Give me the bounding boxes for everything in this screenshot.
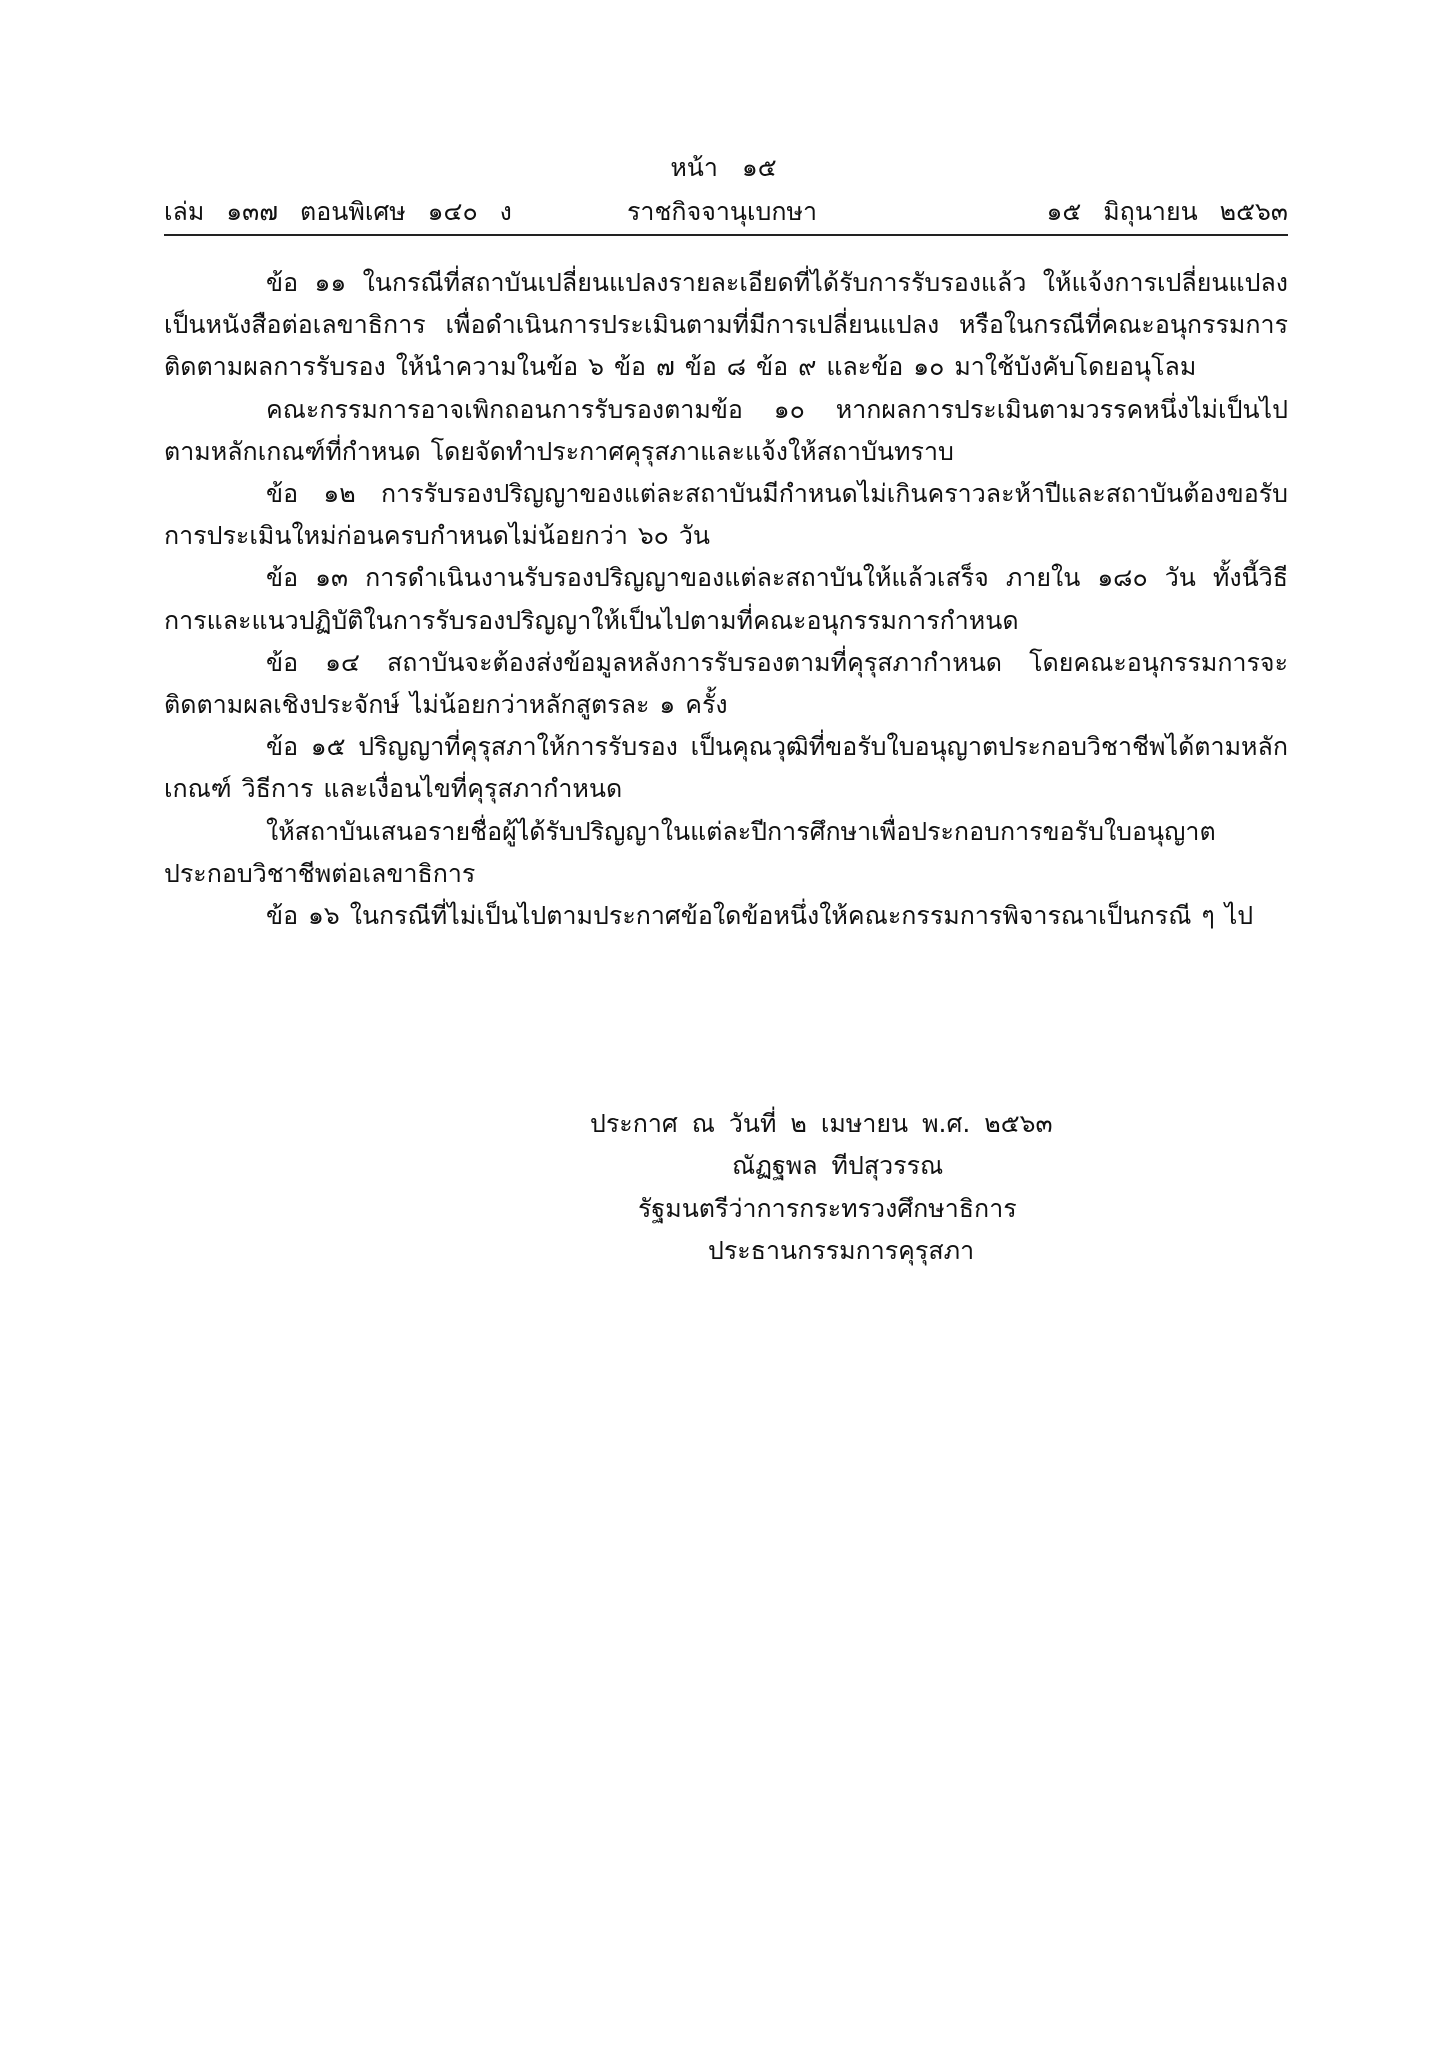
running-header <box>164 192 1288 232</box>
signatory-role: ประธานกรรมการคุรุสภา <box>708 1236 975 1265</box>
clause-14: ข้อ ๑๔ สถาบันจะต้องส่งข้อมูลหลังการรับรองตามที่คุรุสภากำหนด โดยคณะอนุกรรมการจะติดตามผลเชิงประจักษ์ ไม่น้อยกว่าหลักสูตรละ ๑ ครั้ง <box>164 647 1288 720</box>
clause-13: ข้อ ๑๓ การดำเนินงานรับรองปริญญาของแต่ละสถาบันให้แล้วเสร็จ ภายใน ๑๘๐ วัน ทั้งนี้วิธีการและแนวปฏิบัติในการรับรองปริญญาให้เป็นไปตามที่คณะอนุกรรมการกำหนด <box>164 563 1288 635</box>
announcement-date: ประกาศ ณ วันที่ ๒ เมษายน พ.ศ. ๒๕๖๓ <box>590 1109 1053 1138</box>
clause-15: ข้อ ๑๕ ปริญญาที่คุรุสภาให้การรับรอง เป็นคุณวุฒิที่ขอรับใบอนุญาตประกอบวิชาชีพได้ตามหลักเกณฑ์ วิธีการ และเงื่อนไขที่คุรุสภากำหนด <box>164 732 1288 804</box>
header-divider <box>164 234 1288 236</box>
clause-16: ข้อ ๑๖ ในกรณีที่ไม่เป็นไปตามประกาศข้อใดข้อหนึ่งให้คณะกรรมการพิจารณาเป็นกรณี ๆ ไป <box>266 901 1254 931</box>
signatory-title: รัฐมนตรีว่าการกระทรวงศึกษาธิการ <box>638 1194 1017 1223</box>
announcement-body <box>164 262 1288 937</box>
volume-issue: เล่ม ๑๓๗ ตอนพิเศษ ๑๔๐ ง <box>164 197 512 226</box>
clause-11-paragraph-2: คณะกรรมการอาจเพิกถอนการรับรองตามข้อ ๑๐ หากผลการประเมินตามวรรคหนึ่งไม่เป็นไปตามหลักเกณฑ์ที่กำหนด โดยจัดทำประกาศคุรุสภาและแจ้งให้สถาบันทราบ <box>164 394 1288 466</box>
gazette-title: ราชกิจจานุเบกษา <box>627 197 818 226</box>
clause-11: ข้อ ๑๑ ในกรณีที่สถาบันเปลี่ยนแปลงรายละเอียดที่ได้รับการรับรองแล้ว ให้แจ้งการเปลี่ยนแปลงเป็นหนังสือต่อเลขาธิการ เพื่อดำเนินการประเมินตามที่มีการเปลี่ยนแปลง หรือในกรณีที่คณะอนุกรรมการติดตามผลการรับรอง ให้นำความในข้อ ๖ ข้อ ๗ ข้อ ๘ ข้อ ๙ และข้อ ๑๐ มาใช้บังคับโดยอนุโลม <box>164 268 1288 382</box>
publication-date: ๑๕ มิถุนายน ๒๕๖๓ <box>1046 197 1288 226</box>
page-number: หน้า ๑๕ <box>670 153 777 182</box>
clause-15-paragraph-2: ให้สถาบันเสนอรายชื่อผู้ได้รับปริญญาในแต่ละปีการศึกษาเพื่อประกอบการขอรับใบอนุญาตประกอบวิชาชีพต่อเลขาธิการ <box>164 816 1216 888</box>
signatory-name: ณัฏฐพล ทีปสุวรรณ <box>732 1151 944 1180</box>
clause-12: ข้อ ๑๒ การรับรองปริญญาของแต่ละสถาบันมีกำหนดไม่เกินคราวละห้าปีและสถาบันต้องขอรับการประเมินใหม่ก่อนครบกำหนดไม่น้อยกว่า ๖๐ วัน <box>164 479 1288 551</box>
